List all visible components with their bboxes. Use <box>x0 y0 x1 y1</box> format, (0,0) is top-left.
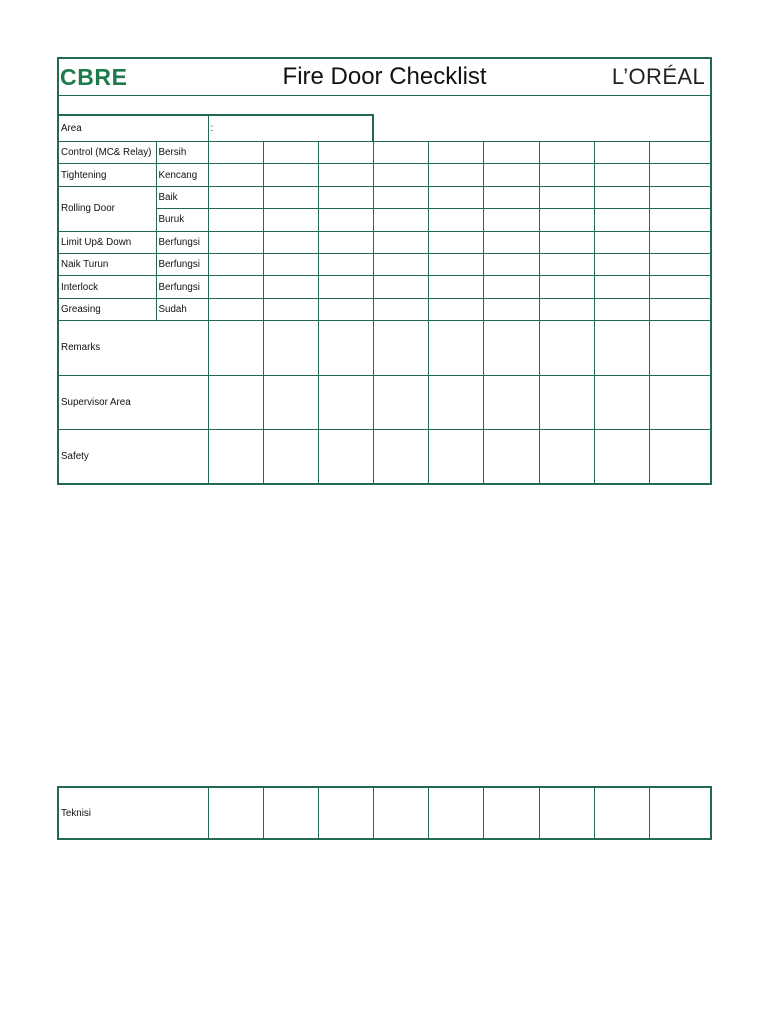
item-check-cell <box>483 253 539 275</box>
signoff-check-cell <box>318 375 373 430</box>
signoff-check-cell <box>263 321 318 376</box>
item-label: Limit Up& Down <box>58 231 156 253</box>
item-check-cell <box>539 164 594 186</box>
checklist-table <box>57 57 712 485</box>
item-label: Interlock <box>58 276 156 298</box>
item-check-cell <box>649 186 711 208</box>
signoff-check-cell <box>428 321 483 376</box>
item-check-cell <box>594 253 649 275</box>
item-check-cell <box>428 209 483 231</box>
item-check-cell <box>263 253 318 275</box>
signoff-check-cell <box>208 375 263 430</box>
item-label: Tightening <box>58 164 156 186</box>
item-check-cell <box>318 164 373 186</box>
item-check-cell <box>649 209 711 231</box>
item-check-cell <box>428 298 483 320</box>
item-check-cell <box>263 209 318 231</box>
signoff-check-cell <box>483 321 539 376</box>
item-check-cell <box>208 142 263 164</box>
item-check-cell <box>649 298 711 320</box>
technician-check-cell <box>208 787 263 839</box>
item-label: Rolling Door <box>58 186 156 231</box>
technician-check-cell <box>373 787 428 839</box>
checklist-row <box>58 209 711 231</box>
signoff-check-cell <box>318 321 373 376</box>
signoff-check-cell <box>649 430 711 485</box>
item-check-cell <box>428 231 483 253</box>
item-check-cell <box>483 276 539 298</box>
loreal-logo: L’ORÉAL <box>611 64 706 89</box>
area-value-field: : <box>208 115 373 142</box>
item-check-cell <box>318 276 373 298</box>
item-check-cell <box>594 209 649 231</box>
checklist-row <box>58 164 711 186</box>
signoff-label: Safety <box>58 430 208 485</box>
item-check-cell <box>373 253 428 275</box>
signoff-check-cell <box>318 430 373 485</box>
item-check-cell <box>649 142 711 164</box>
item-check-cell <box>318 209 373 231</box>
condition-label: Buruk <box>156 209 208 231</box>
item-check-cell <box>649 253 711 275</box>
item-check-cell <box>428 186 483 208</box>
header-cell <box>58 58 711 96</box>
signoff-row <box>58 375 711 430</box>
item-check-cell <box>318 253 373 275</box>
item-check-cell <box>208 231 263 253</box>
item-check-cell <box>263 231 318 253</box>
condition-label: Bersih <box>156 142 208 164</box>
signoff-check-cell <box>373 430 428 485</box>
item-check-cell <box>539 253 594 275</box>
item-check-cell <box>594 231 649 253</box>
item-check-cell <box>428 253 483 275</box>
item-check-cell <box>649 164 711 186</box>
item-check-cell <box>263 164 318 186</box>
item-check-cell <box>428 276 483 298</box>
signoff-check-cell <box>373 375 428 430</box>
item-check-cell <box>483 298 539 320</box>
item-check-cell <box>208 164 263 186</box>
signoff-check-cell <box>483 375 539 430</box>
item-check-cell <box>594 164 649 186</box>
item-check-cell <box>539 276 594 298</box>
cbre-logo: CBRE <box>60 64 128 90</box>
signoff-check-cell <box>594 375 649 430</box>
area-blank-cell <box>373 115 711 142</box>
item-check-cell <box>594 186 649 208</box>
item-check-cell <box>318 142 373 164</box>
item-check-cell <box>373 186 428 208</box>
signoff-check-cell <box>428 430 483 485</box>
item-check-cell <box>594 142 649 164</box>
item-check-cell <box>649 231 711 253</box>
item-check-cell <box>263 186 318 208</box>
checklist-row <box>58 231 711 253</box>
header-row <box>58 58 711 96</box>
signoff-check-cell <box>594 321 649 376</box>
technician-label: Teknisi <box>58 787 208 839</box>
item-check-cell <box>649 276 711 298</box>
signoff-check-cell <box>373 321 428 376</box>
item-check-cell <box>373 164 428 186</box>
signoff-label: Remarks <box>58 321 208 376</box>
item-check-cell <box>318 186 373 208</box>
item-check-cell <box>373 209 428 231</box>
item-check-cell <box>539 186 594 208</box>
item-check-cell <box>263 298 318 320</box>
technician-row <box>58 787 711 839</box>
item-check-cell <box>539 231 594 253</box>
item-check-cell <box>373 142 428 164</box>
item-check-cell <box>208 186 263 208</box>
item-check-cell <box>539 209 594 231</box>
area-label: Area <box>58 115 208 142</box>
page-title: Fire Door Checklist <box>282 63 487 90</box>
area-row <box>58 115 711 142</box>
signoff-check-cell <box>208 321 263 376</box>
checklist-row <box>58 142 711 164</box>
signoff-row <box>58 430 711 485</box>
signoff-check-cell <box>539 375 594 430</box>
signoff-check-cell <box>263 375 318 430</box>
signoff-check-cell <box>649 321 711 376</box>
technician-check-cell <box>428 787 483 839</box>
spacer-row <box>58 96 711 115</box>
checklist-row <box>58 186 711 208</box>
technician-table <box>57 786 712 840</box>
item-check-cell <box>208 298 263 320</box>
item-check-cell <box>539 142 594 164</box>
item-check-cell <box>263 276 318 298</box>
item-check-cell <box>208 209 263 231</box>
condition-label: Berfungsi <box>156 253 208 275</box>
signoff-row <box>58 321 711 376</box>
condition-label: Berfungsi <box>156 231 208 253</box>
signoff-check-cell <box>263 430 318 485</box>
technician-check-cell <box>483 787 539 839</box>
item-check-cell <box>483 209 539 231</box>
technician-check-cell <box>263 787 318 839</box>
technician-check-cell <box>649 787 711 839</box>
item-label: Naik Turun <box>58 253 156 275</box>
checklist-row <box>58 298 711 320</box>
item-check-cell <box>263 142 318 164</box>
item-check-cell <box>594 298 649 320</box>
signoff-check-cell <box>649 375 711 430</box>
item-check-cell <box>428 164 483 186</box>
condition-label: Kencang <box>156 164 208 186</box>
item-check-cell <box>318 231 373 253</box>
condition-label: Sudah <box>156 298 208 320</box>
signoff-check-cell <box>208 430 263 485</box>
item-label: Control (MC& Relay) <box>58 142 156 164</box>
technician-check-cell <box>318 787 373 839</box>
spacer-cell <box>58 96 711 115</box>
technician-check-cell <box>539 787 594 839</box>
item-check-cell <box>483 164 539 186</box>
item-check-cell <box>318 298 373 320</box>
technician-check-cell <box>594 787 649 839</box>
signoff-check-cell <box>483 430 539 485</box>
checklist-row <box>58 276 711 298</box>
signoff-check-cell <box>428 375 483 430</box>
condition-label: Baik <box>156 186 208 208</box>
checklist-row <box>58 253 711 275</box>
item-label: Greasing <box>58 298 156 320</box>
item-check-cell <box>483 186 539 208</box>
signoff-check-cell <box>539 430 594 485</box>
item-check-cell <box>373 231 428 253</box>
item-check-cell <box>428 142 483 164</box>
item-check-cell <box>373 276 428 298</box>
item-check-cell <box>208 253 263 275</box>
item-check-cell <box>594 276 649 298</box>
header-bar <box>59 59 710 95</box>
signoff-label: Supervisor Area <box>58 375 208 430</box>
item-check-cell <box>483 142 539 164</box>
signoff-check-cell <box>539 321 594 376</box>
item-check-cell <box>373 298 428 320</box>
condition-label: Berfungsi <box>156 276 208 298</box>
item-check-cell <box>483 231 539 253</box>
signoff-check-cell <box>594 430 649 485</box>
item-check-cell <box>208 276 263 298</box>
item-check-cell <box>539 298 594 320</box>
